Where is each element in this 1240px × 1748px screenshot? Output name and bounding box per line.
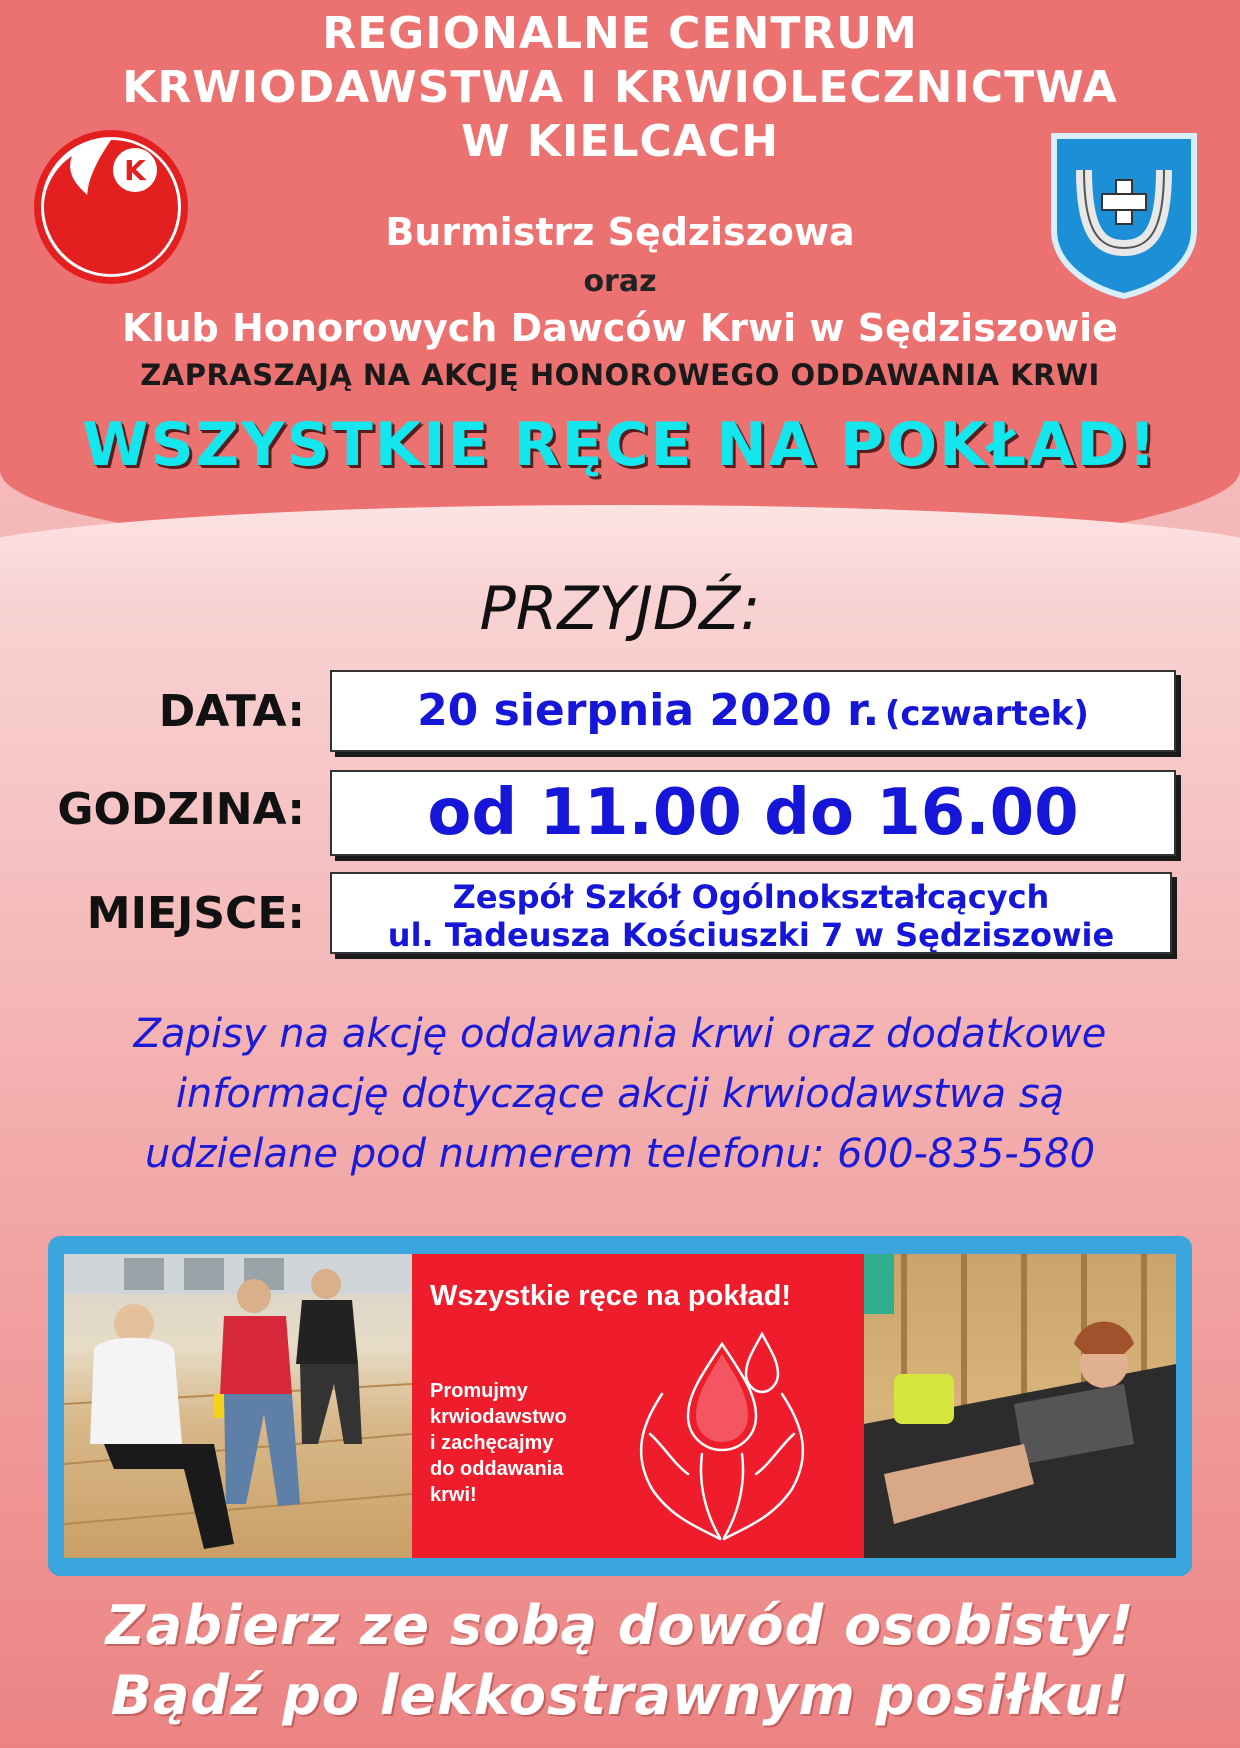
date-label: DATA:	[158, 686, 305, 737]
date-day: (czwartek)	[884, 694, 1089, 734]
date-value: 20 sierpnia 2020 r.	[417, 685, 880, 736]
banner-text-line: Promujmy	[430, 1380, 528, 1402]
time-label: GODZINA:	[57, 784, 305, 835]
footer-line-1: Zabierz ze sobą dowód osobisty!	[105, 1594, 1135, 1657]
place-label: MIEJSCE:	[86, 888, 305, 939]
hands-drop-icon	[602, 1324, 842, 1554]
org-line-1: REGIONALNE CENTRUM	[322, 8, 918, 59]
footer-line-2: Bądź po lekkostrawnym posiłku!	[110, 1664, 1130, 1727]
org-line-3: W KIELCACH	[461, 116, 779, 167]
banner-text-line: i zachęcajmy	[430, 1432, 554, 1454]
date-box	[330, 670, 1176, 752]
org-line-2: KRWIODAWSTWA I KRWIOLECZNICTWA	[122, 62, 1118, 113]
banner-text-line: do oddawania	[430, 1458, 564, 1480]
info-line-1: Zapisy na akcję oddawania krwi oraz dodatkowe	[133, 1011, 1107, 1057]
banner-title: Wszystkie ręce na pokład!	[430, 1280, 792, 1312]
conjunction-text: oraz	[583, 264, 657, 299]
banner-text-line: krwi!	[430, 1484, 477, 1506]
rckik-logo	[32, 128, 190, 286]
info-block	[0, 1004, 1240, 1184]
info-line-3: udzielane pod numerem telefonu: 600-835-580	[144, 1131, 1096, 1177]
banner-text-line: krwiodawstwo	[430, 1406, 567, 1428]
banner-text	[430, 1378, 567, 1508]
place-line-2: ul. Tadeusza Kościuszki 7 w Sędziszowie	[387, 916, 1115, 954]
campaign-slogan: WSZYSTKIE RĘCE NA POKŁAD!	[82, 410, 1158, 480]
info-line-2: informację dotyczące akcji krwiodawstwa są	[175, 1071, 1065, 1117]
club-text: Klub Honorowych Dawców Krwi w Sędziszowie	[122, 306, 1118, 350]
time-box	[330, 770, 1176, 856]
place-line-1: Zespół Szkół Ogólnokształcących	[452, 878, 1050, 916]
time-value: od 11.00 do 16.00	[427, 776, 1079, 850]
donors-photo	[64, 1254, 412, 1558]
place-box	[330, 872, 1172, 954]
mayor-text: Burmistrz Sędziszowa	[385, 210, 855, 254]
donation-photo	[864, 1254, 1176, 1558]
photo-banner	[48, 1236, 1192, 1576]
rckik-logo-letter: K	[124, 154, 146, 187]
come-heading: PRZYJDŹ:	[479, 574, 761, 644]
campaign-graphic	[412, 1254, 864, 1558]
invite-text: ZAPRASZAJĄ NA AKCJĘ HONOROWEGO ODDAWANIA KRWI	[140, 358, 1100, 392]
